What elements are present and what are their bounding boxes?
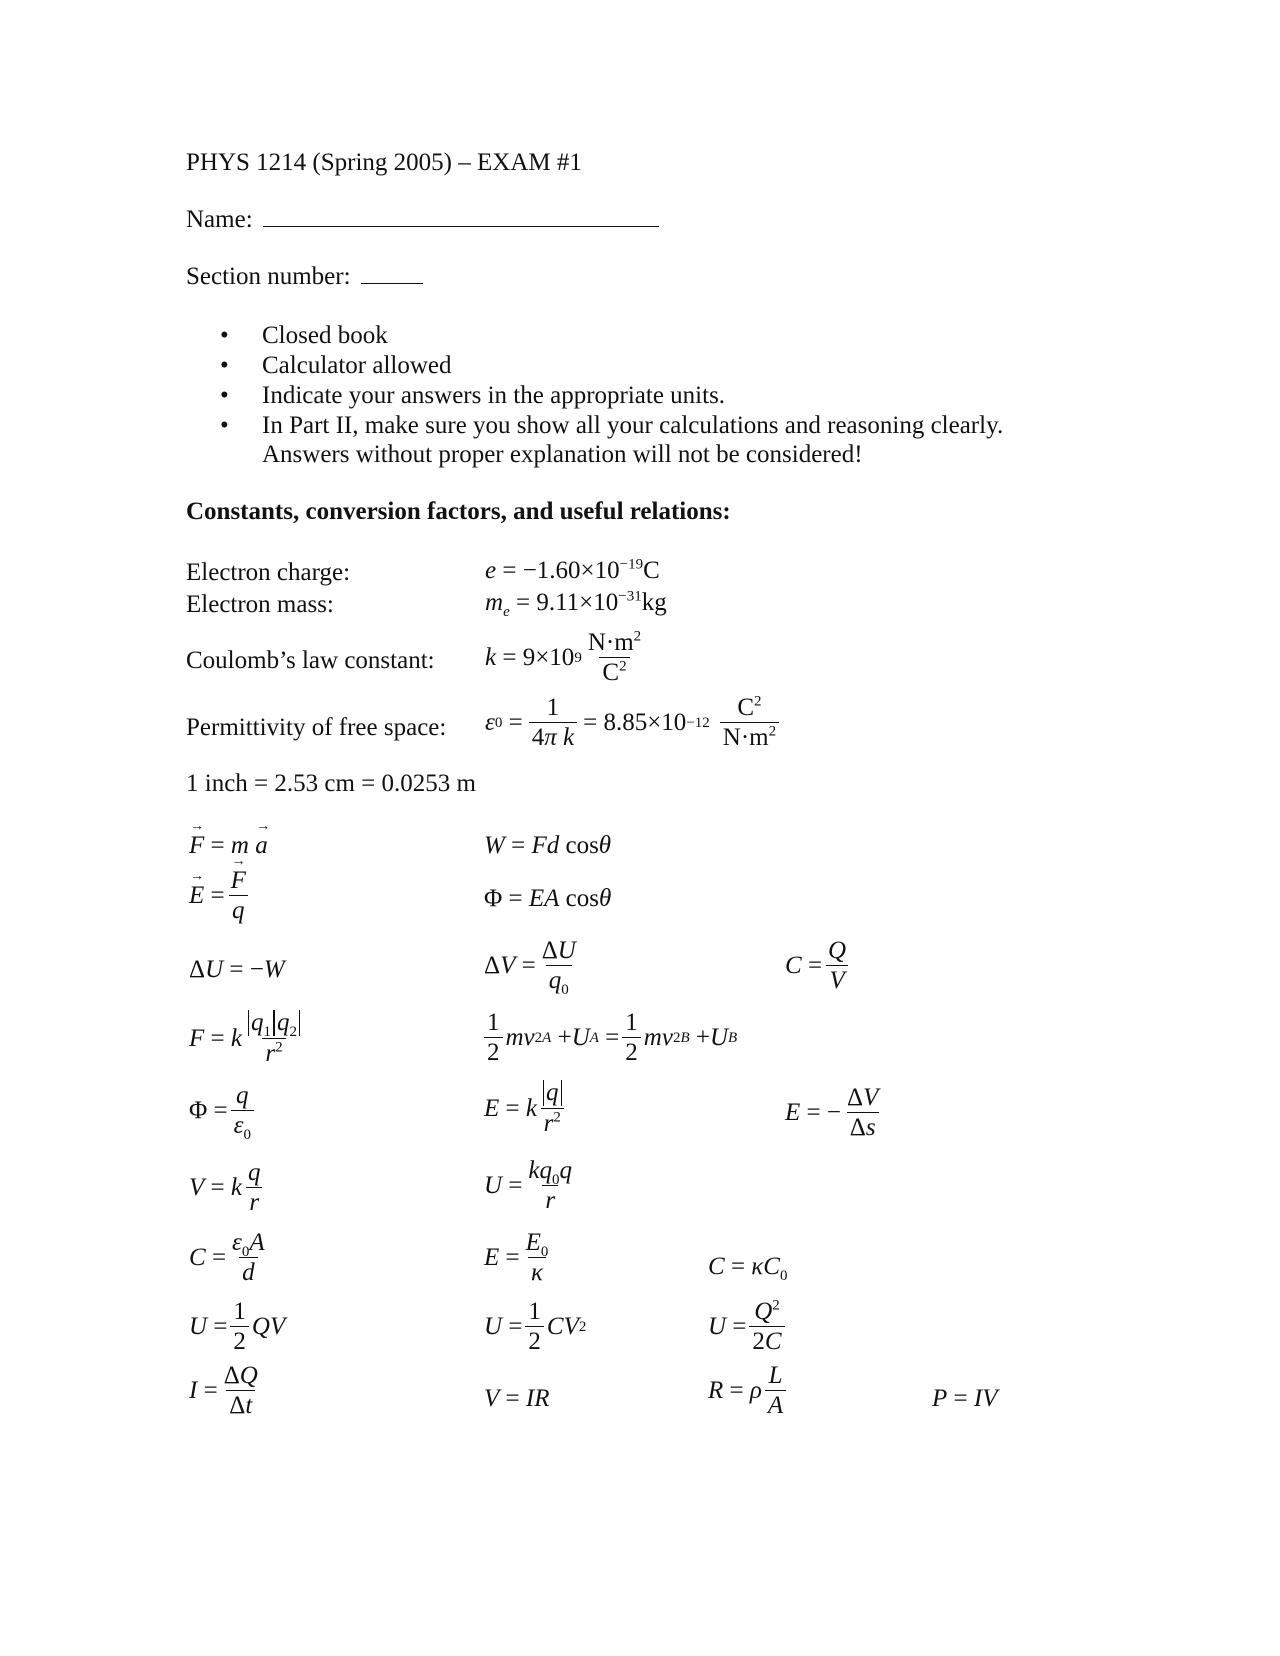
formula-field-from-potential: E = − $\frac{\Delta V}{\Delta s}$ (785, 1084, 879, 1141)
formula-power: P = IV (932, 1385, 998, 1412)
electron-charge-label: Electron charge: (186, 559, 351, 586)
name-blank-line (263, 226, 659, 227)
formula-energy-qv: U = $\frac{1}{2}$ QV (189, 1298, 286, 1355)
electron-charge-formula: $e = -1.60\times 10^{-19}C$ (485, 556, 660, 584)
formula-work: W = Fd cosθ (484, 832, 612, 859)
electron-mass-label: Electron mass: (186, 591, 334, 618)
section-label: Section number: (186, 263, 351, 290)
coulomb-constant-label: Coulomb’s law constant: (186, 647, 435, 674)
formula-newton-second-law: F → = m a → (189, 833, 268, 858)
formula-energy-cv2: U = $\frac{1}{2}$ CV 2 (484, 1298, 587, 1355)
permittivity-label: Permittivity of free space: (186, 714, 447, 741)
formula-capacitance-def: C = $\frac{Q}{V}$ (785, 937, 847, 994)
formula-energy-q2-2c: U = $\frac{Q^2}{2C}$ (708, 1299, 788, 1354)
exam-title: PHYS 1214 (Spring 2005) – EXAM #1 (186, 149, 582, 176)
formula-parallel-plate-capacitance: C = $\frac{\varepsilon_0A}{d}$ (189, 1229, 265, 1286)
formula-dielectric-field: E = $\frac{E_0}{\kappa}$ (484, 1229, 549, 1286)
formula-electric-field-def: E → = $\frac{F \to}{q}$ (189, 868, 252, 923)
formula-dielectric-capacitance: $C = \kappa C_0$ (708, 1253, 788, 1284)
formula-delta-u: ΔU = −W (189, 956, 285, 983)
formula-energy-conservation: $\frac{1}{2}$ mv 2 A + U A = $\frac{1}{2}$ mv 2 B + U B (484, 1010, 737, 1065)
formula-delta-v: Δ V = $\frac{\Delta U}{q_0}$ (484, 937, 576, 998)
formula-point-potential: V = k $\frac{q}{r}$ (189, 1159, 261, 1216)
instruction-item (186, 411, 1086, 469)
coulomb-constant-formula: k = 9×10 9 $\frac{N\cdot m^2}{C^2}$ (485, 628, 642, 686)
instruction-item: • Calculator allowed (186, 351, 1086, 381)
inch-conversion: 1 inch = 2.53 cm = 0.0253 m (186, 770, 476, 797)
permittivity-formula: ε 0 = $\frac{1}{\text{4π k}}$ = 8.85×10 −12 $\frac{C^2}{N\cdot m^2}$ (485, 695, 782, 750)
constants-heading: Constants, conversion factors, and useful relations: (186, 498, 731, 525)
formula-ohms-law: V = IR (484, 1385, 550, 1412)
formula-resistivity: R = ρ $\frac{L}{A}$ (708, 1363, 789, 1418)
instruction-text: In Part II, make sure you show all your calculations and reasoning clearly. (262, 412, 1004, 439)
instruction-item: • Indicate your answers in the appropriate units. (186, 381, 1086, 411)
name-label: Name: (186, 206, 253, 233)
instructions-list (186, 321, 1086, 469)
formula-gauss-law: Φ = $\frac{q}{\varepsilon_0}$ (189, 1083, 257, 1138)
formula-point-charge-field: E = k $\frac{q}{r^2}$ (484, 1080, 568, 1136)
instruction-text-continued: Answers without proper explanation will not be considered! (262, 441, 863, 468)
formula-coulomb-law: F = k $\frac{q_1 q_2}{r^2}$ (189, 1010, 306, 1066)
instruction-item: • Closed book (186, 321, 1086, 351)
section-blank-line (361, 283, 423, 284)
electron-mass-formula: $m_e = 9.11\times 10^{-31}kg$ (485, 588, 667, 620)
name-field (186, 207, 659, 232)
section-field (186, 264, 423, 289)
formula-potential-energy: U = $\frac{kq_0q}{r}$ (484, 1157, 573, 1214)
formula-current: I = $\frac{\Delta Q}{\Delta t}$ (189, 1362, 258, 1419)
formula-flux: Φ = EA cosθ (484, 885, 612, 912)
